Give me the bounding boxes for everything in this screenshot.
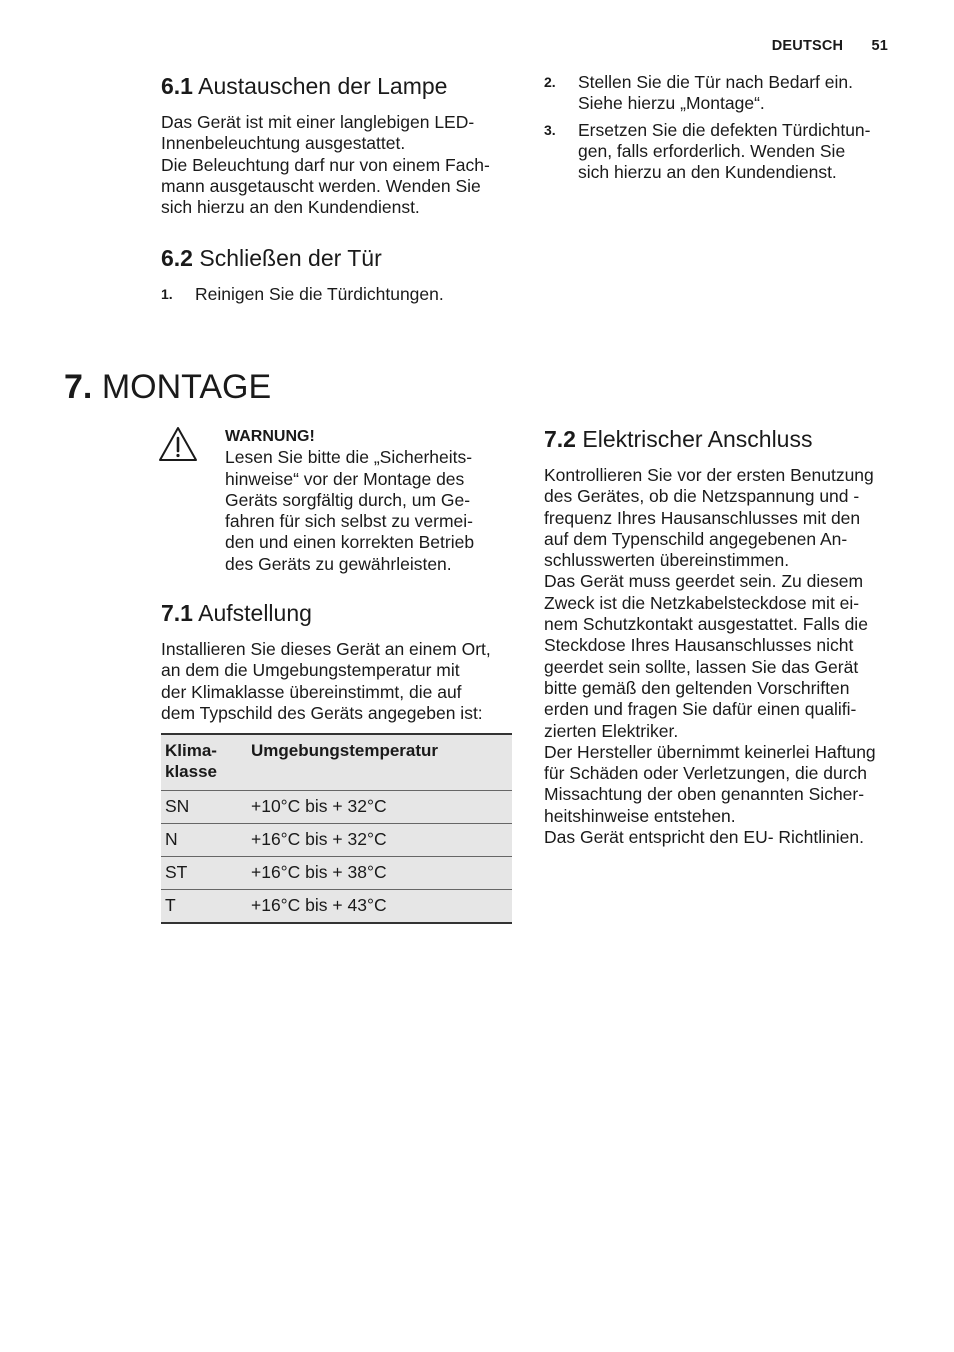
warning-icon [158,426,198,462]
column-header-temperature: Umgebungstemperatur [247,734,512,791]
text-line: mann ausgetauscht werden. Wenden Sie [161,175,481,196]
text-line: Kontrollieren Sie vor der ersten Benutzung [544,465,874,485]
text-line: Steckdose Ihres Hausanschlusses nicht [544,635,854,656]
section-7-2-number: 7.2 [544,426,576,452]
section-7-1-heading [161,599,516,627]
text-line: Das Gerät entspricht den EU- Richtlinien. [544,827,864,848]
section-6-1-title: Austauschen der Lampe [198,73,448,99]
text-line: Der Hersteller übernimmt keinerlei Haftung [544,741,876,762]
header-language: DEUTSCH [771,38,844,54]
table-row [161,791,512,824]
cell-klasse: T [161,890,247,924]
section-7-1 [161,599,516,924]
table-row [161,824,512,857]
chapter-heading [64,367,271,407]
table-row [161,890,512,924]
climate-class-table [161,733,512,924]
section-6-2-heading [161,244,521,272]
section-6-1-heading [161,72,521,100]
text-line: des Geräts zu gewährleisten. [225,553,452,574]
step-number: 3. [544,121,556,138]
section-6-2-title: Schließen der Tür [199,245,382,271]
section-6-2-steps [161,284,521,305]
cell-temperature: +10°C bis + 32°C [247,791,512,824]
page-number: 51 [871,38,888,54]
text-line: Geräts sorgfältig durch, um Ge- [225,489,471,510]
text-line: sich hierzu an den Kundendienst. [161,197,420,218]
section-7-2-text [544,465,909,848]
text-line: fahren für sich selbst zu vermei- [225,511,474,532]
text-line: frequenz Ihres Hausanschlusses mit den [544,507,861,528]
cell-klasse: ST [161,857,247,890]
section-6-1-number: 6.1 [161,73,193,99]
column-header-klasse [161,734,247,791]
door-steps [544,72,904,183]
section-6-2 [161,244,521,310]
text-line: schlusswerten übereinstimmen. [544,550,790,571]
text-line: Missachtung der oben genannten Sicher- [544,784,865,805]
cell-temperature: +16°C bis + 38°C [247,857,512,890]
section-7-1-text [161,639,516,724]
section-7-1-number: 7.1 [161,600,193,626]
text-line: für Schäden oder Verletzungen, die durch [544,763,867,784]
page-header [772,38,888,54]
step-text: Reinigen Sie die Türdichtungen. [195,284,444,304]
cell-temperature: +16°C bis + 43°C [247,890,512,924]
step-text: gen, falls erforderlich. Wenden Sie [578,140,846,161]
step-text: Ersetzen Sie die defekten Türdichtun- [578,119,871,140]
text-line: des Gerätes, ob die Netzspannung und - [544,486,860,507]
chapter-title: MONTAGE [101,368,272,406]
section-7-1-title: Aufstellung [198,600,312,626]
section-7-2-title: Elektrischer Anschluss [582,426,813,452]
text-line: an dem die Umgebungstemperatur mit [161,660,460,681]
text-line: dem Typschild des Geräts angegeben ist: [161,702,483,723]
cell-klasse: SN [161,791,247,824]
text-line: auf dem Typenschild angegebenen An- [544,528,848,549]
warning-title: WARNUNG! [225,428,315,445]
text-line: nem Schutzkontakt ausgestattet. Falls die [544,614,868,635]
list-item [544,72,904,115]
text-line: Innenbeleuchtung ausgestattet. [161,133,406,154]
chapter-number: 7. [64,368,93,406]
table-header-row [161,734,512,791]
text-line: zierten Elektriker. [544,720,679,741]
text-line: Lesen Sie bitte die „Sicherheits- [225,447,473,468]
chapter-7 [64,367,271,407]
step-text: Siehe hierzu „Montage“. [578,93,765,114]
steps-continued [544,72,904,188]
text-line: Das Gerät ist mit einer langlebigen LED- [161,112,475,132]
section-7-2-heading [544,425,909,453]
text-line: Installieren Sie dieses Gerät an einem Ort, [161,639,491,659]
table-row [161,857,512,890]
text-line: hinweise“ vor der Montage des [225,468,465,489]
section-6-1-text [161,112,521,218]
section-6-1 [161,72,521,218]
text-line: Zweck ist die Netzkabelsteckdose mit ei- [544,592,860,613]
list-item [544,120,904,184]
text-line: bitte gemäß den geltenden Vorschriften [544,677,850,698]
header-text: Klima- [165,741,217,761]
step-number: 2. [544,74,556,90]
section-7-2 [544,425,909,848]
list-item [161,284,521,305]
step-number: 1. [161,286,173,302]
text-line: den und einen korrekten Betrieb [225,532,475,553]
text-line: erden und fragen Sie dafür einen qualifi- [544,699,857,720]
section-6-2-number: 6.2 [161,245,193,271]
step-text: sich hierzu an den Kundendienst. [578,162,837,183]
warning-block [225,425,515,575]
cell-temperature: +16°C bis + 32°C [247,824,512,857]
cell-klasse: N [161,824,247,857]
text-line: Das Gerät muss geerdet sein. Zu diesem [544,571,864,592]
text-line: der Klimaklasse übereinstimmt, die auf [161,681,462,702]
step-text: Stellen Sie die Tür nach Bedarf ein. [578,72,853,92]
text-line: Die Beleuchtung darf nur von einem Fach- [161,154,490,175]
text-line: heitshinweise entstehen. [544,805,736,826]
header-text: klasse [165,762,217,782]
text-line: geerdet sein sollte, lassen Sie das Gerät [544,656,859,677]
